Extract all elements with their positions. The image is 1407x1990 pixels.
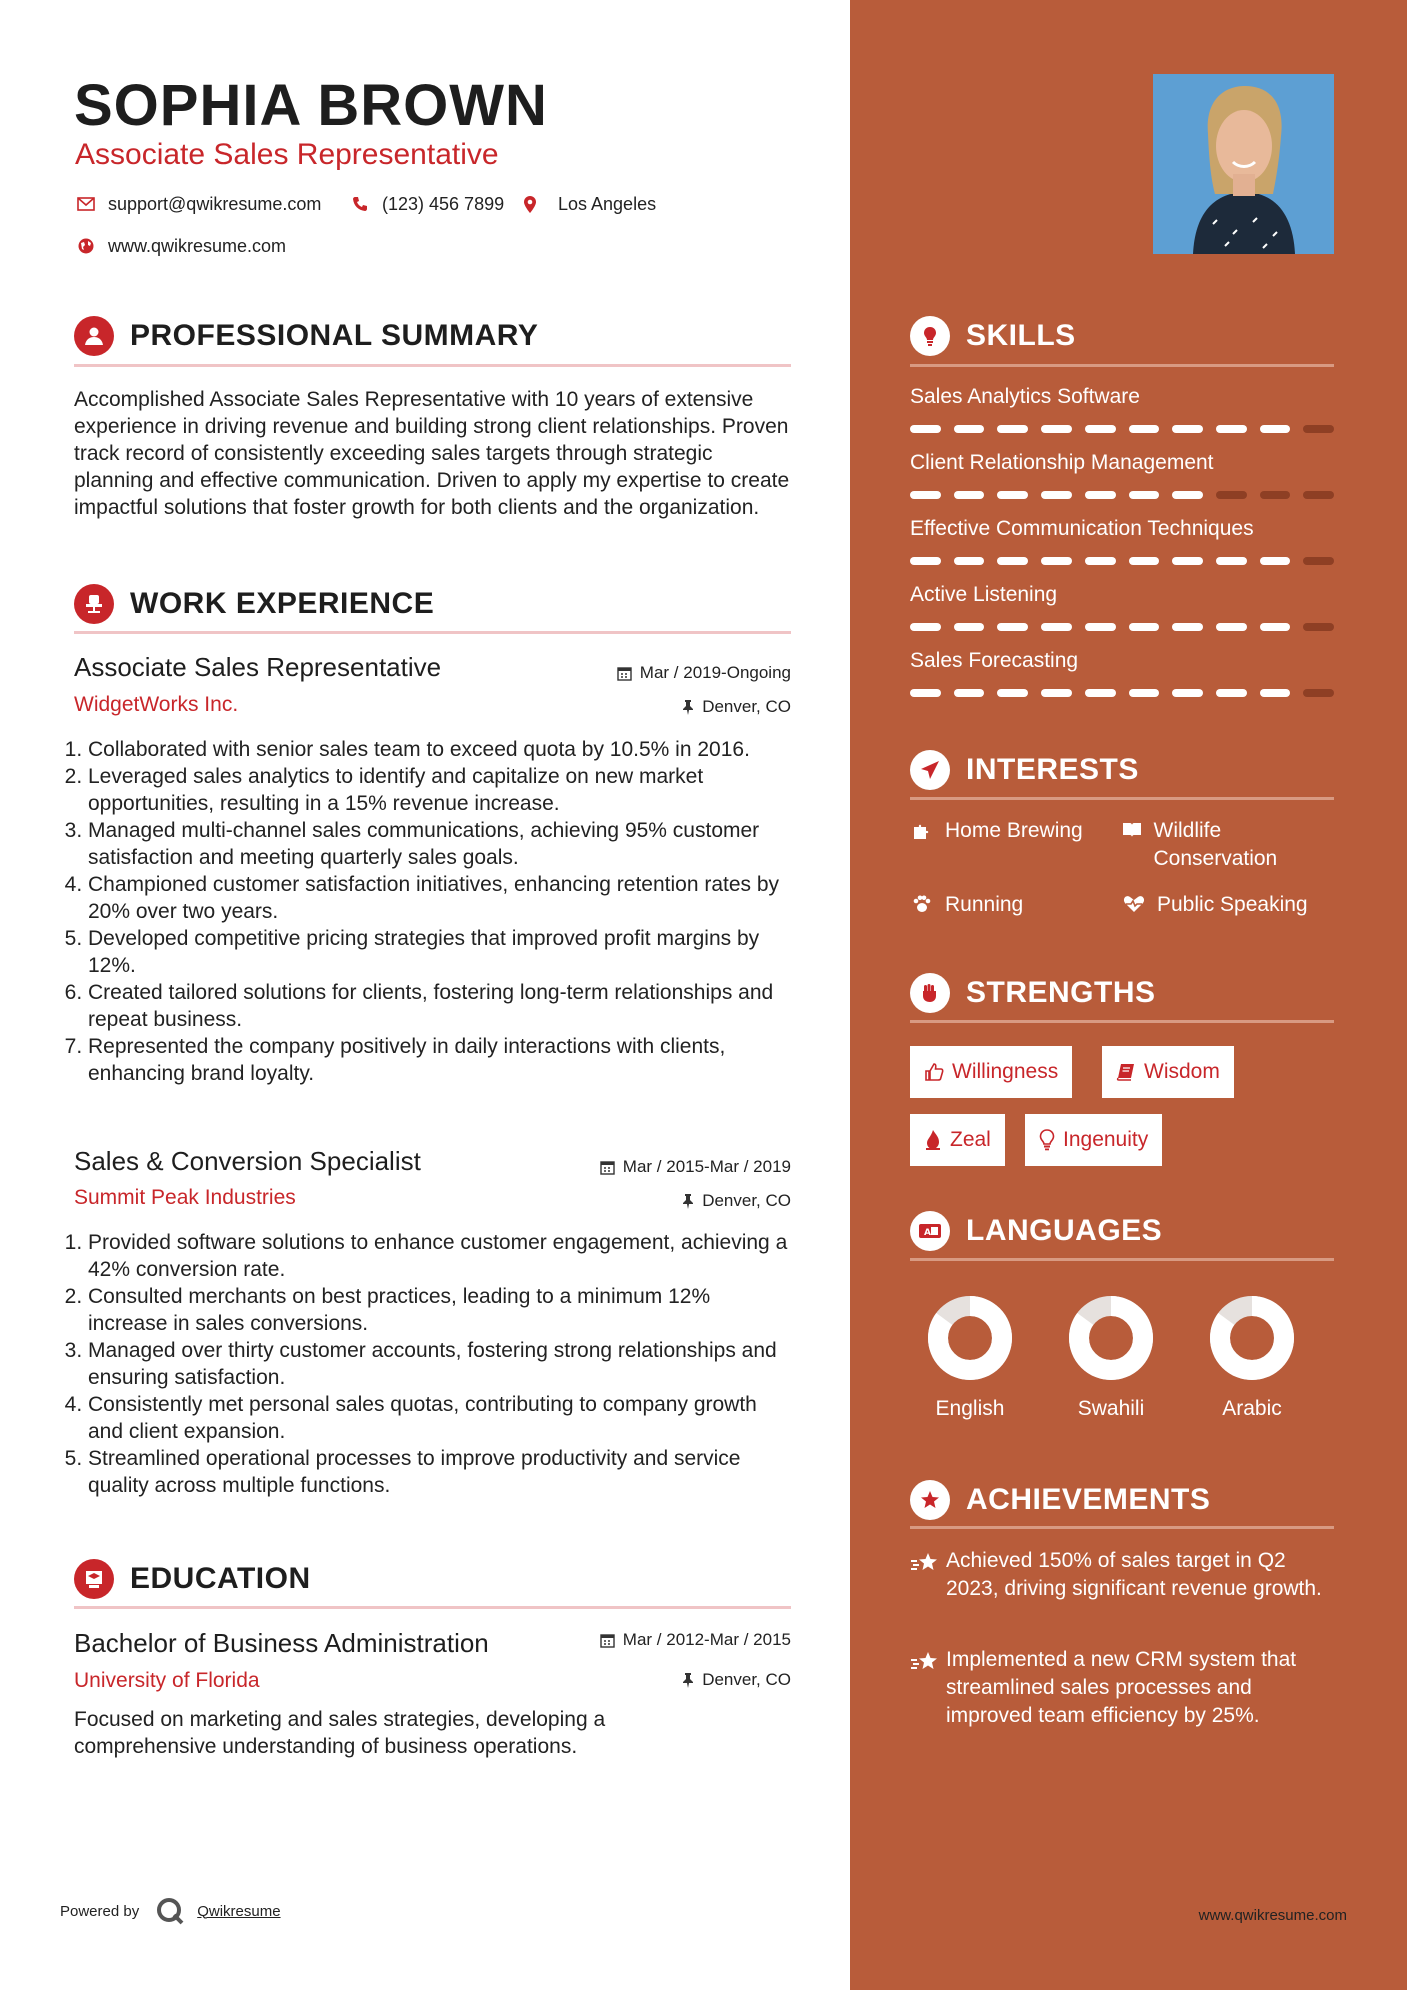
- skill-level-bar: [910, 425, 1334, 433]
- skill-segment-filled: [1260, 623, 1291, 631]
- office-chair-icon: [74, 584, 114, 624]
- language-ring: [1207, 1293, 1297, 1383]
- skill-segment-empty: [1303, 557, 1334, 565]
- list-item: 5. Streamlined operational processes to improve productivity and service quality across multiple functions.: [88, 1445, 794, 1499]
- job-bullets: [70, 1229, 794, 1499]
- skill-segment-filled: [954, 425, 985, 433]
- skill-name: Client Relationship Management: [910, 451, 1214, 474]
- contact-email[interactable]: support@qwikresume.com: [74, 193, 321, 215]
- pushpin-icon: [682, 700, 694, 715]
- strengths-divider: [910, 1020, 1334, 1023]
- skill-segment-filled: [1172, 425, 1203, 433]
- skill-segment-filled: [1260, 425, 1291, 433]
- calendar-icon: [600, 1633, 615, 1648]
- skill-segment-filled: [1129, 425, 1160, 433]
- degree-title: Bachelor of Business Administration: [74, 1628, 489, 1658]
- list-item: 1. Collaborated with senior sales team to exceed quota by 10.5% in 2016.: [88, 736, 794, 763]
- achievements-divider: [910, 1526, 1334, 1529]
- calendar-icon: [617, 666, 632, 681]
- skill-segment-filled: [1172, 491, 1203, 499]
- star-badge-icon: [910, 1480, 950, 1520]
- skill-segment-empty: [1303, 491, 1334, 499]
- language-ring-center: [1091, 1318, 1131, 1358]
- contact-phone[interactable]: (123) 456 7899: [348, 193, 504, 215]
- school-name: University of Florida: [74, 1669, 260, 1692]
- section-experience-heading: WORK EXPERIENCE: [74, 584, 434, 624]
- interest-item: Running: [910, 891, 1110, 919]
- phone-icon: [348, 193, 372, 215]
- skill-segment-filled: [910, 689, 941, 697]
- skill-segment-empty: [1303, 689, 1334, 697]
- skill-segment-filled: [997, 491, 1028, 499]
- language-item: [1056, 1293, 1166, 1421]
- interest-item: Home Brewing: [910, 817, 1110, 845]
- skill-segment-filled: [1085, 557, 1116, 565]
- candidate-name: SOPHIA BROWN: [74, 73, 548, 138]
- language-ring: [925, 1293, 1015, 1383]
- section-strengths-heading: STRENGTHS: [910, 973, 1156, 1013]
- job-title: Sales & Conversion Specialist: [74, 1146, 421, 1176]
- skill-segment-filled: [910, 557, 941, 565]
- calendar-icon: [600, 1160, 615, 1175]
- lightbulb-icon: [910, 316, 950, 356]
- summary-divider: [74, 364, 791, 367]
- list-item: 3. Managed over thirty customer accounts, fostering strong relationships and ensuring satisfaction.: [88, 1337, 794, 1391]
- skill-segment-filled: [1041, 689, 1072, 697]
- star-icon: [910, 1646, 946, 1730]
- section-education-heading: EDUCATION: [74, 1559, 311, 1599]
- skill-segment-filled: [997, 425, 1028, 433]
- list-item: 1. Provided software solutions to enhance customer engagement, achieving a 42% conversion rate.: [88, 1229, 794, 1283]
- pushpin-icon: [682, 1194, 694, 1209]
- qwikresume-logo-icon: [155, 1896, 185, 1926]
- list-item: 2. Leveraged sales analytics to identify and capitalize on new market opportunities, resulting in a 15% revenue increase.: [88, 763, 794, 817]
- skill-segment-filled: [997, 623, 1028, 631]
- contact-location: Los Angeles: [518, 193, 656, 215]
- achievement-item: Achieved 150% of sales target in Q2 2023, driving significant revenue growth.: [910, 1547, 1340, 1603]
- skill-segment-filled: [1129, 623, 1160, 631]
- skill-segment-filled: [1041, 623, 1072, 631]
- strength-chip: Ingenuity: [1025, 1114, 1162, 1166]
- pushpin-icon: [682, 1673, 694, 1688]
- language-icon: [910, 1211, 950, 1251]
- skill-segment-empty: [1303, 425, 1334, 433]
- language-ring: [1066, 1293, 1156, 1383]
- skill-segment-filled: [1172, 557, 1203, 565]
- skill-level-bar: [910, 491, 1334, 499]
- job-dates: Mar / 2015-Mar / 2019: [540, 1157, 791, 1177]
- book-icon: [1116, 1063, 1136, 1081]
- skill-segment-filled: [1129, 689, 1160, 697]
- skill-name: Effective Communication Techniques: [910, 517, 1254, 540]
- skill-segment-empty: [1260, 491, 1291, 499]
- skill-segment-filled: [1216, 623, 1247, 631]
- candidate-role: Associate Sales Representative: [75, 138, 499, 171]
- skill-segment-filled: [910, 425, 941, 433]
- skill-level-bar: [910, 623, 1334, 631]
- language-ring-center: [950, 1318, 990, 1358]
- skill-segment-filled: [997, 557, 1028, 565]
- footer-website[interactable]: www.qwikresume.com: [1198, 1907, 1347, 1924]
- skill-level-bar: [910, 557, 1334, 565]
- skill-segment-filled: [997, 689, 1028, 697]
- footer-powered-by: Powered by Qwikresume: [60, 1896, 281, 1926]
- strength-chip: Willingness: [910, 1046, 1072, 1098]
- skill-segment-filled: [910, 491, 941, 499]
- languages-divider: [910, 1258, 1334, 1261]
- section-interests-heading: INTERESTS: [910, 750, 1139, 790]
- strength-chip: Zeal: [910, 1114, 1005, 1166]
- education-text: Focused on marketing and sales strategies, developing a comprehensive understanding of business operations.: [74, 1708, 606, 1758]
- strength-chip: Wisdom: [1102, 1046, 1234, 1098]
- fire-icon: [924, 1129, 942, 1151]
- section-summary-heading: PROFESSIONAL SUMMARY: [74, 316, 538, 356]
- job-company: Summit Peak Industries: [74, 1186, 296, 1209]
- skill-level-bar: [910, 689, 1334, 697]
- qwikresume-link[interactable]: Qwikresume: [197, 1902, 281, 1920]
- skill-segment-empty: [1303, 623, 1334, 631]
- heartbeat-icon: [1122, 891, 1146, 913]
- list-item: 4. Championed customer satisfaction initiatives, enhancing retention rates by 20% over two years.: [88, 871, 794, 925]
- skill-name: Sales Forecasting: [910, 649, 1079, 672]
- skill-name: Active Listening: [910, 583, 1058, 606]
- interest-item: Wildlife Conservation: [1122, 817, 1322, 873]
- skill-segment-filled: [1172, 623, 1203, 631]
- language-name: Swahili: [1077, 1397, 1145, 1420]
- skill-segment-filled: [910, 623, 941, 631]
- puzzle-icon: [910, 817, 934, 841]
- skill-segment-filled: [1260, 689, 1291, 697]
- list-item: 2. Consulted merchants on best practices, leading to a minimum 12% increase in sales conversions.: [88, 1283, 794, 1337]
- education-location: Denver, CO: [540, 1670, 791, 1690]
- skill-segment-filled: [1216, 689, 1247, 697]
- education-dates: Mar / 2012-Mar / 2015: [540, 1630, 791, 1650]
- skill-segment-filled: [954, 557, 985, 565]
- skill-segment-filled: [1129, 491, 1160, 499]
- job-location: Denver, CO: [540, 697, 791, 717]
- user-icon: [74, 316, 114, 356]
- skill-segment-filled: [1260, 557, 1291, 565]
- book-icon: [1122, 817, 1143, 839]
- skill-segment-filled: [1041, 425, 1072, 433]
- skill-segment-filled: [1041, 491, 1072, 499]
- skill-segment-filled: [954, 491, 985, 499]
- interest-item: Public Speaking: [1122, 891, 1342, 919]
- language-item: [915, 1293, 1025, 1421]
- section-languages-heading: A LANGUAGES: [910, 1211, 1162, 1251]
- lightbulb-icon: [1039, 1129, 1055, 1151]
- skill-segment-filled: [1129, 557, 1160, 565]
- job-title: Associate Sales Representative: [74, 652, 442, 682]
- achievement-item: Implemented a new CRM system that streamlined sales processes and improved team efficiency by 25%.: [910, 1646, 1340, 1730]
- list-item: 5. Developed competitive pricing strategies that improved profit margins by 12%.: [88, 925, 794, 979]
- skill-segment-filled: [954, 623, 985, 631]
- job-bullets: [70, 736, 794, 1087]
- skill-segment-filled: [1085, 425, 1116, 433]
- paw-icon: [910, 891, 934, 913]
- skill-segment-empty: [1216, 491, 1247, 499]
- experience-divider: [74, 631, 791, 634]
- skill-segment-filled: [1085, 689, 1116, 697]
- profile-photo: [1153, 74, 1334, 254]
- envelope-icon: [74, 193, 98, 215]
- thumbs-up-icon: [924, 1062, 944, 1082]
- list-item: 4. Consistently met personal sales quotas, contributing to company growth and client expansion.: [88, 1391, 794, 1445]
- skill-name: Sales Analytics Software: [910, 385, 1140, 408]
- language-item: [1197, 1293, 1307, 1421]
- skill-segment-filled: [1216, 425, 1247, 433]
- education-divider: [74, 1606, 791, 1609]
- language-name: English: [935, 1397, 1005, 1420]
- list-item: 6. Created tailored solutions for clients, fostering long-term relationships and repeat business.: [88, 979, 794, 1033]
- star-icon: [910, 1547, 946, 1603]
- list-item: 7. Represented the company positively in daily interactions with clients, enhancing brand loyalty.: [88, 1033, 794, 1087]
- graduation-icon: [74, 1559, 114, 1599]
- fist-icon: [910, 973, 950, 1013]
- skill-segment-filled: [954, 689, 985, 697]
- job-dates: Mar / 2019-Ongoing: [540, 663, 791, 683]
- summary-text: Accomplished Associate Sales Representative with 10 years of extensive experience in driving revenue and building strong client relationships. Proven track record of consistently exceeding sales targets through strategic planning and effective communication. Driven to apply my expertise to create impactful solutions that foster growth for both clients and the organization.: [74, 388, 790, 519]
- skill-segment-filled: [1085, 623, 1116, 631]
- skill-segment-filled: [1041, 557, 1072, 565]
- map-pin-icon: [518, 193, 542, 215]
- interests-divider: [910, 797, 1334, 800]
- section-skills-heading: SKILLS: [910, 316, 1076, 356]
- job-location: Denver, CO: [540, 1191, 791, 1211]
- job-company: WidgetWorks Inc.: [74, 693, 239, 716]
- list-item: 3. Managed multi-channel sales communications, achieving 95% customer satisfaction and meeting quarterly sales goals.: [88, 817, 794, 871]
- paper-plane-icon: [910, 750, 950, 790]
- language-name: Arabic: [1222, 1397, 1282, 1420]
- contact-website[interactable]: www.qwikresume.com: [74, 235, 286, 257]
- skills-divider: [910, 364, 1334, 367]
- section-achievements-heading: ACHIEVEMENTS: [910, 1480, 1210, 1520]
- skill-segment-filled: [1172, 689, 1203, 697]
- globe-icon: [74, 235, 98, 257]
- skill-segment-filled: [1216, 557, 1247, 565]
- skill-segment-filled: [1085, 491, 1116, 499]
- svg-text:A: A: [924, 1228, 931, 1238]
- language-ring-center: [1232, 1318, 1272, 1358]
